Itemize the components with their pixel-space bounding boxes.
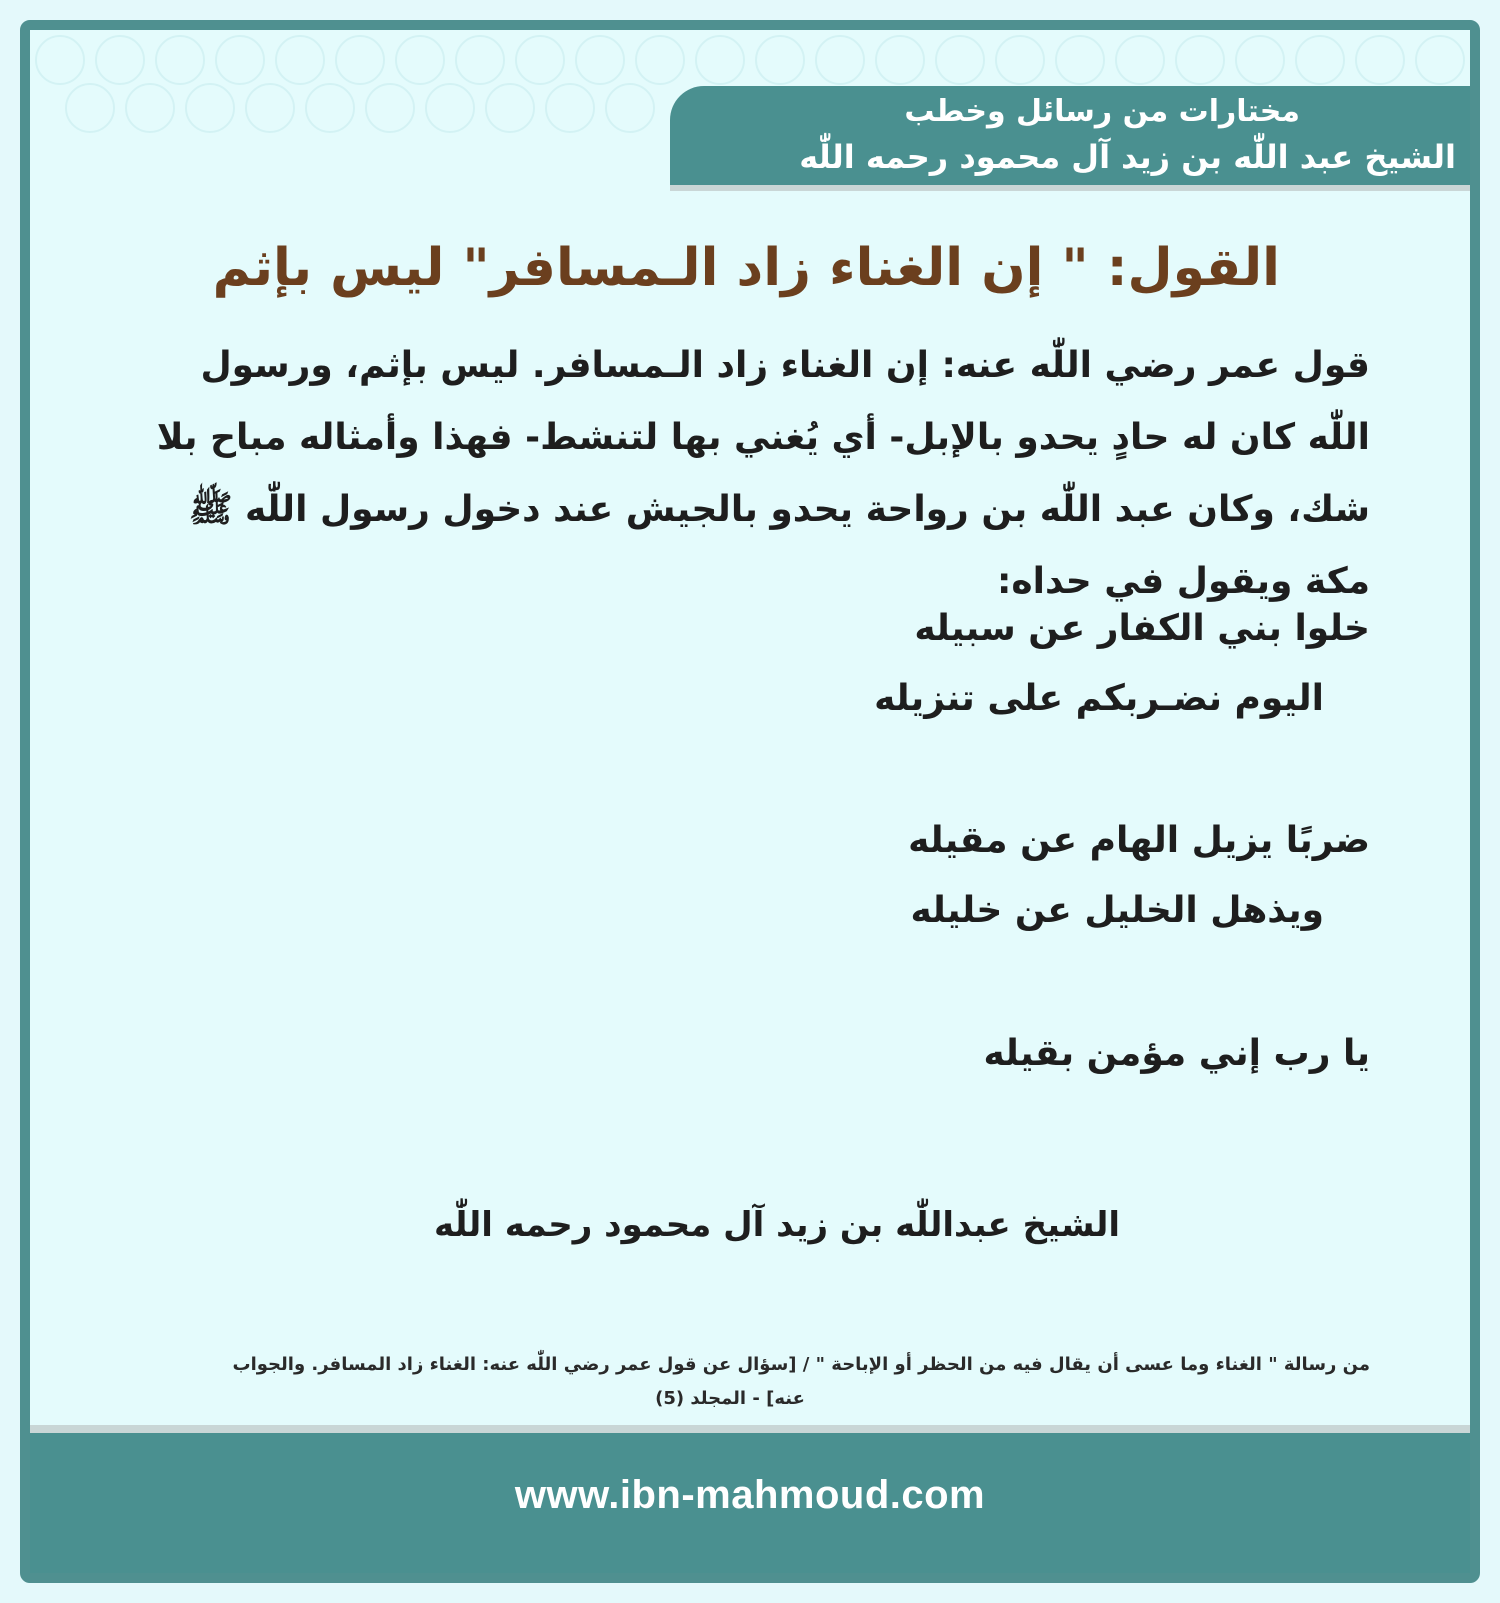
source-citation-line-2: عنه] - المجلد (5) <box>655 1388 805 1409</box>
verse-line-1: خلوا بني الكفار عن سبيله <box>914 608 1370 649</box>
verse-line-5: يا رب إني مؤمن بقيله <box>983 1033 1370 1074</box>
card-frame <box>20 20 1480 1583</box>
body-paragraph: قول عمر رضي اللّٰه عنه: إن الغناء زاد الـمسافر. ليس بإثم، ورسول اللّٰه كان له حادٍ يحدو بالإبل- أي يُغني بها لتنشط- فهذا وأمثاله مباح بلا شك، وكان عبد اللّٰه بن رواحة يحدو بالجيش عند دخول رسول اللّٰه ﷺ مكة ويقول في حداه: <box>156 345 1370 602</box>
verse-line-4: ويذهل الخليل عن خليله <box>910 890 1324 931</box>
verse-line-2: اليوم نضـربكم على تنزيله <box>874 678 1324 719</box>
header-banner <box>670 86 1470 191</box>
author-signature: الشيخ عبداللّٰه بن زيد آل محمود رحمه اللّٰه <box>434 1205 1120 1245</box>
source-citation <box>90 1348 1370 1416</box>
page-title: القول: " إن الغناء زاد الـمسافر" ليس بإثم <box>212 238 1280 298</box>
source-citation-line-1: من رسالة " الغناء وما عسى أن يقال فيه من الحظر أو الإباحة " / [سؤال عن قول عمر رضي اللّٰه عنه: الغناء زاد المسافر. والجواب <box>232 1354 1370 1375</box>
header-author: الشيخ عبد اللّٰه بن زيد آل محمود رحمه اللّٰه <box>799 138 1456 176</box>
verse-line-3: ضربًا يزيل الهام عن مقيله <box>908 820 1370 861</box>
article-body <box>130 330 1370 618</box>
website-link[interactable]: www.ibn-mahmoud.com <box>514 1473 986 1517</box>
header-series-title: مختارات من رسائل وخطب <box>904 94 1300 129</box>
footer-bar <box>30 1433 1470 1573</box>
footer-divider <box>30 1425 1470 1433</box>
